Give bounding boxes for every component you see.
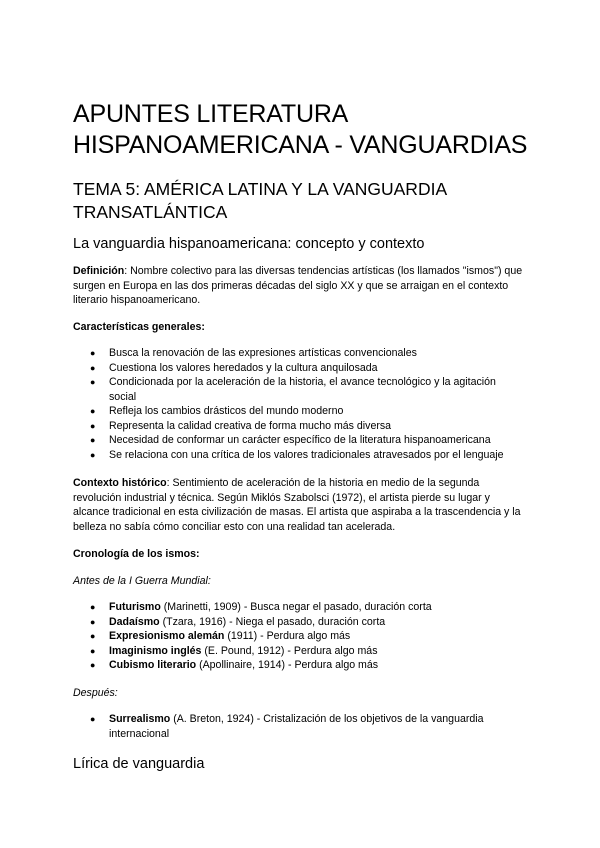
bullet-icon: ● bbox=[90, 602, 96, 612]
bullet-icon: ● bbox=[90, 714, 96, 724]
list-item: ● Necesidad de conformar un carácter específico de la literatura hispanoamericana bbox=[90, 434, 491, 446]
list-item: ● Representa la calidad creativa de forma mucho más diversa bbox=[90, 419, 392, 432]
despues-label: Después: bbox=[73, 687, 118, 699]
list-item: ● Futurismo (Marinetti, 1909) - Busca negar el pasado, duración corta bbox=[90, 601, 432, 613]
list-item: ● Expresionismo alemán (1911) - Perdura algo más bbox=[90, 630, 351, 642]
document-subtitle bbox=[73, 178, 523, 224]
bullet-icon: ● bbox=[90, 616, 96, 627]
cronologia-label: Cronología de los ismos: bbox=[73, 548, 200, 560]
contexto-paragraph bbox=[73, 476, 525, 534]
caracteristicas-label: Características generales: bbox=[73, 321, 205, 333]
bullet-icon: ● bbox=[90, 362, 96, 373]
list-item: ● Se relaciona con una crítica de los valores tradicionales atravesados por el lenguaje bbox=[90, 448, 504, 461]
contexto-label: Contexto histórico bbox=[73, 477, 167, 489]
definicion-paragraph bbox=[73, 264, 525, 308]
bullet-icon: ● bbox=[90, 449, 96, 460]
definicion-label: Definición bbox=[73, 265, 125, 277]
bullet-icon: ● bbox=[90, 645, 96, 656]
bullet-icon: ● bbox=[90, 631, 96, 641]
despues-list bbox=[73, 712, 525, 741]
antes-list bbox=[73, 600, 525, 673]
subtitle-line-1: TEMA 5: AMÉRICA LATINA Y LA VANGUARDIA bbox=[73, 179, 448, 199]
section-heading-concepto: La vanguardia hispanoamericana: concepto y contexto bbox=[73, 236, 425, 252]
section-heading-lirica: Lírica de vanguardia bbox=[73, 756, 205, 772]
bullet-icon: ● bbox=[90, 660, 96, 670]
list-item: ● Dadaísmo (Tzara, 1916) - Niega el pasado, duración corta bbox=[90, 615, 386, 628]
subtitle-line-2: TRANSATLÁNTICA bbox=[73, 202, 228, 222]
antes-label: Antes de la I Guerra Mundial: bbox=[73, 575, 211, 587]
list-item: ● Cubismo literario (Apollinaire, 1914) - Perdura algo más bbox=[90, 659, 379, 671]
list-item: ● Condicionada por la aceleración de la historia, el avance tecnológico y la agitación social bbox=[90, 376, 496, 403]
document-title bbox=[73, 99, 543, 161]
list-item: ● Imaginismo inglés (E. Pound, 1912) - Perdura algo más bbox=[90, 644, 378, 657]
list-item: ● Surrealismo (A. Breton, 1924) - Cristalización de los objetivos de la vanguardia internacional bbox=[90, 713, 484, 740]
caracteristicas-list bbox=[73, 346, 525, 462]
list-item: ● Refleja los cambios drásticos del mundo moderno bbox=[90, 405, 344, 417]
bullet-icon: ● bbox=[90, 420, 96, 431]
bullet-icon: ● bbox=[90, 435, 96, 445]
title-line-2: HISPANOAMERICANA - VANGUARDIAS bbox=[73, 131, 528, 159]
contexto-text: : Sentimiento de aceleración de la historia en medio de la segunda revolución industrial y técnica. Según Miklós Szabolsci (1972), el artista pierde su lugar y alcance tradicional en esta civilización de masas. El artista que aspiraba a la trascendencia y la belleza no sabía cómo conciliar esto con una realidad tan acelerada. bbox=[73, 477, 521, 533]
definicion-text: : Nombre colectivo para las diversas tendencias artísticas (los llamados "ismos") que surgen en Europa en las dos primeras décadas del siglo XX y que se arraigan en el contexto literario hispanoamericano. bbox=[73, 265, 523, 306]
title-line-1: APUNTES LITERATURA bbox=[73, 100, 349, 128]
list-item: ● Cuestiona los valores heredados y la cultura anquilosada bbox=[90, 361, 378, 374]
bullet-icon: ● bbox=[90, 377, 96, 387]
bullet-icon: ● bbox=[90, 406, 96, 416]
list-item: ● Busca la renovación de las expresiones artísticas convencionales bbox=[90, 347, 417, 359]
bullet-icon: ● bbox=[90, 348, 96, 358]
